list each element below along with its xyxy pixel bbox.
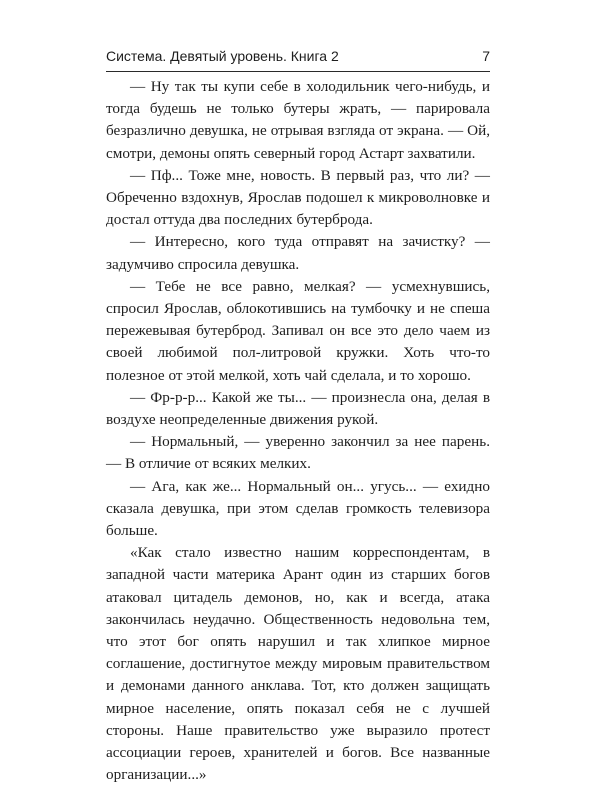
paragraph: — Интересно, кого туда отправят на зачистку? — задумчиво спросила девушка. [106, 233, 490, 273]
page-number: 7 [482, 48, 490, 64]
header-rule [106, 71, 490, 72]
paragraph: — Фр-р-р... Какой же ты... — произнесла она, делая в воздухе неопределенные движения рукой. [106, 388, 490, 429]
paragraph: — Нормальный, — уверенно закончил за нее парень. — В отличие от всяких мелких. [106, 433, 490, 473]
paragraph: «Как стало известно нашим корреспондентам, в западной части материка Арант один из старших богов атаковал цитадель демонов, но, как и всегда, атака закончилась неудачно. Общественность недовольна тем, что этот бог опять нарушил и так хлипкое мирное соглашение, достигнутое между мировым правительством и демонами данного анклава. Тот, кто должен защищать мирное население, опять показал себя не с лучшей стороны. Наше правительство уже выразило протест ассоциации героев, хранителей и богов. Все названные организации...» [106, 544, 490, 784]
page-body [106, 76, 490, 787]
running-header [106, 45, 490, 69]
paragraph: — Ну так ты купи себе в холодильник чего-нибудь, и тогда будешь не только бутеры жрать, — парировала безразлично девушка, не отрывая взгляда от экрана. — Ой, смотри, демоны опять северный город Астарт захватили. [106, 78, 490, 162]
book-title: Система. Девятый уровень. Книга 2 [106, 48, 339, 64]
paragraph: — Пф... Тоже мне, новость. В первый раз, что ли? — Обреченно вздохнув, Ярослав подошел к микроволновке и достал оттуда два последних бутерброда. [106, 166, 490, 229]
paragraph: — Тебе не все равно, мелкая? — усмехнувшись, спросил Ярослав, облокотившись на тумбочку и не спеша пережевывая бутерброд. Запивал он все это дело чаем из своей любимой пол-литровой кружки. Хоть что-то полезное от этой мелкой, хоть чай сделала, и то хорошо. [106, 277, 490, 384]
paragraph: — Ага, как же... Нормальный он... угусь... — ехидно сказала девушка, при этом сделав громкость телевизора больше. [106, 477, 490, 540]
